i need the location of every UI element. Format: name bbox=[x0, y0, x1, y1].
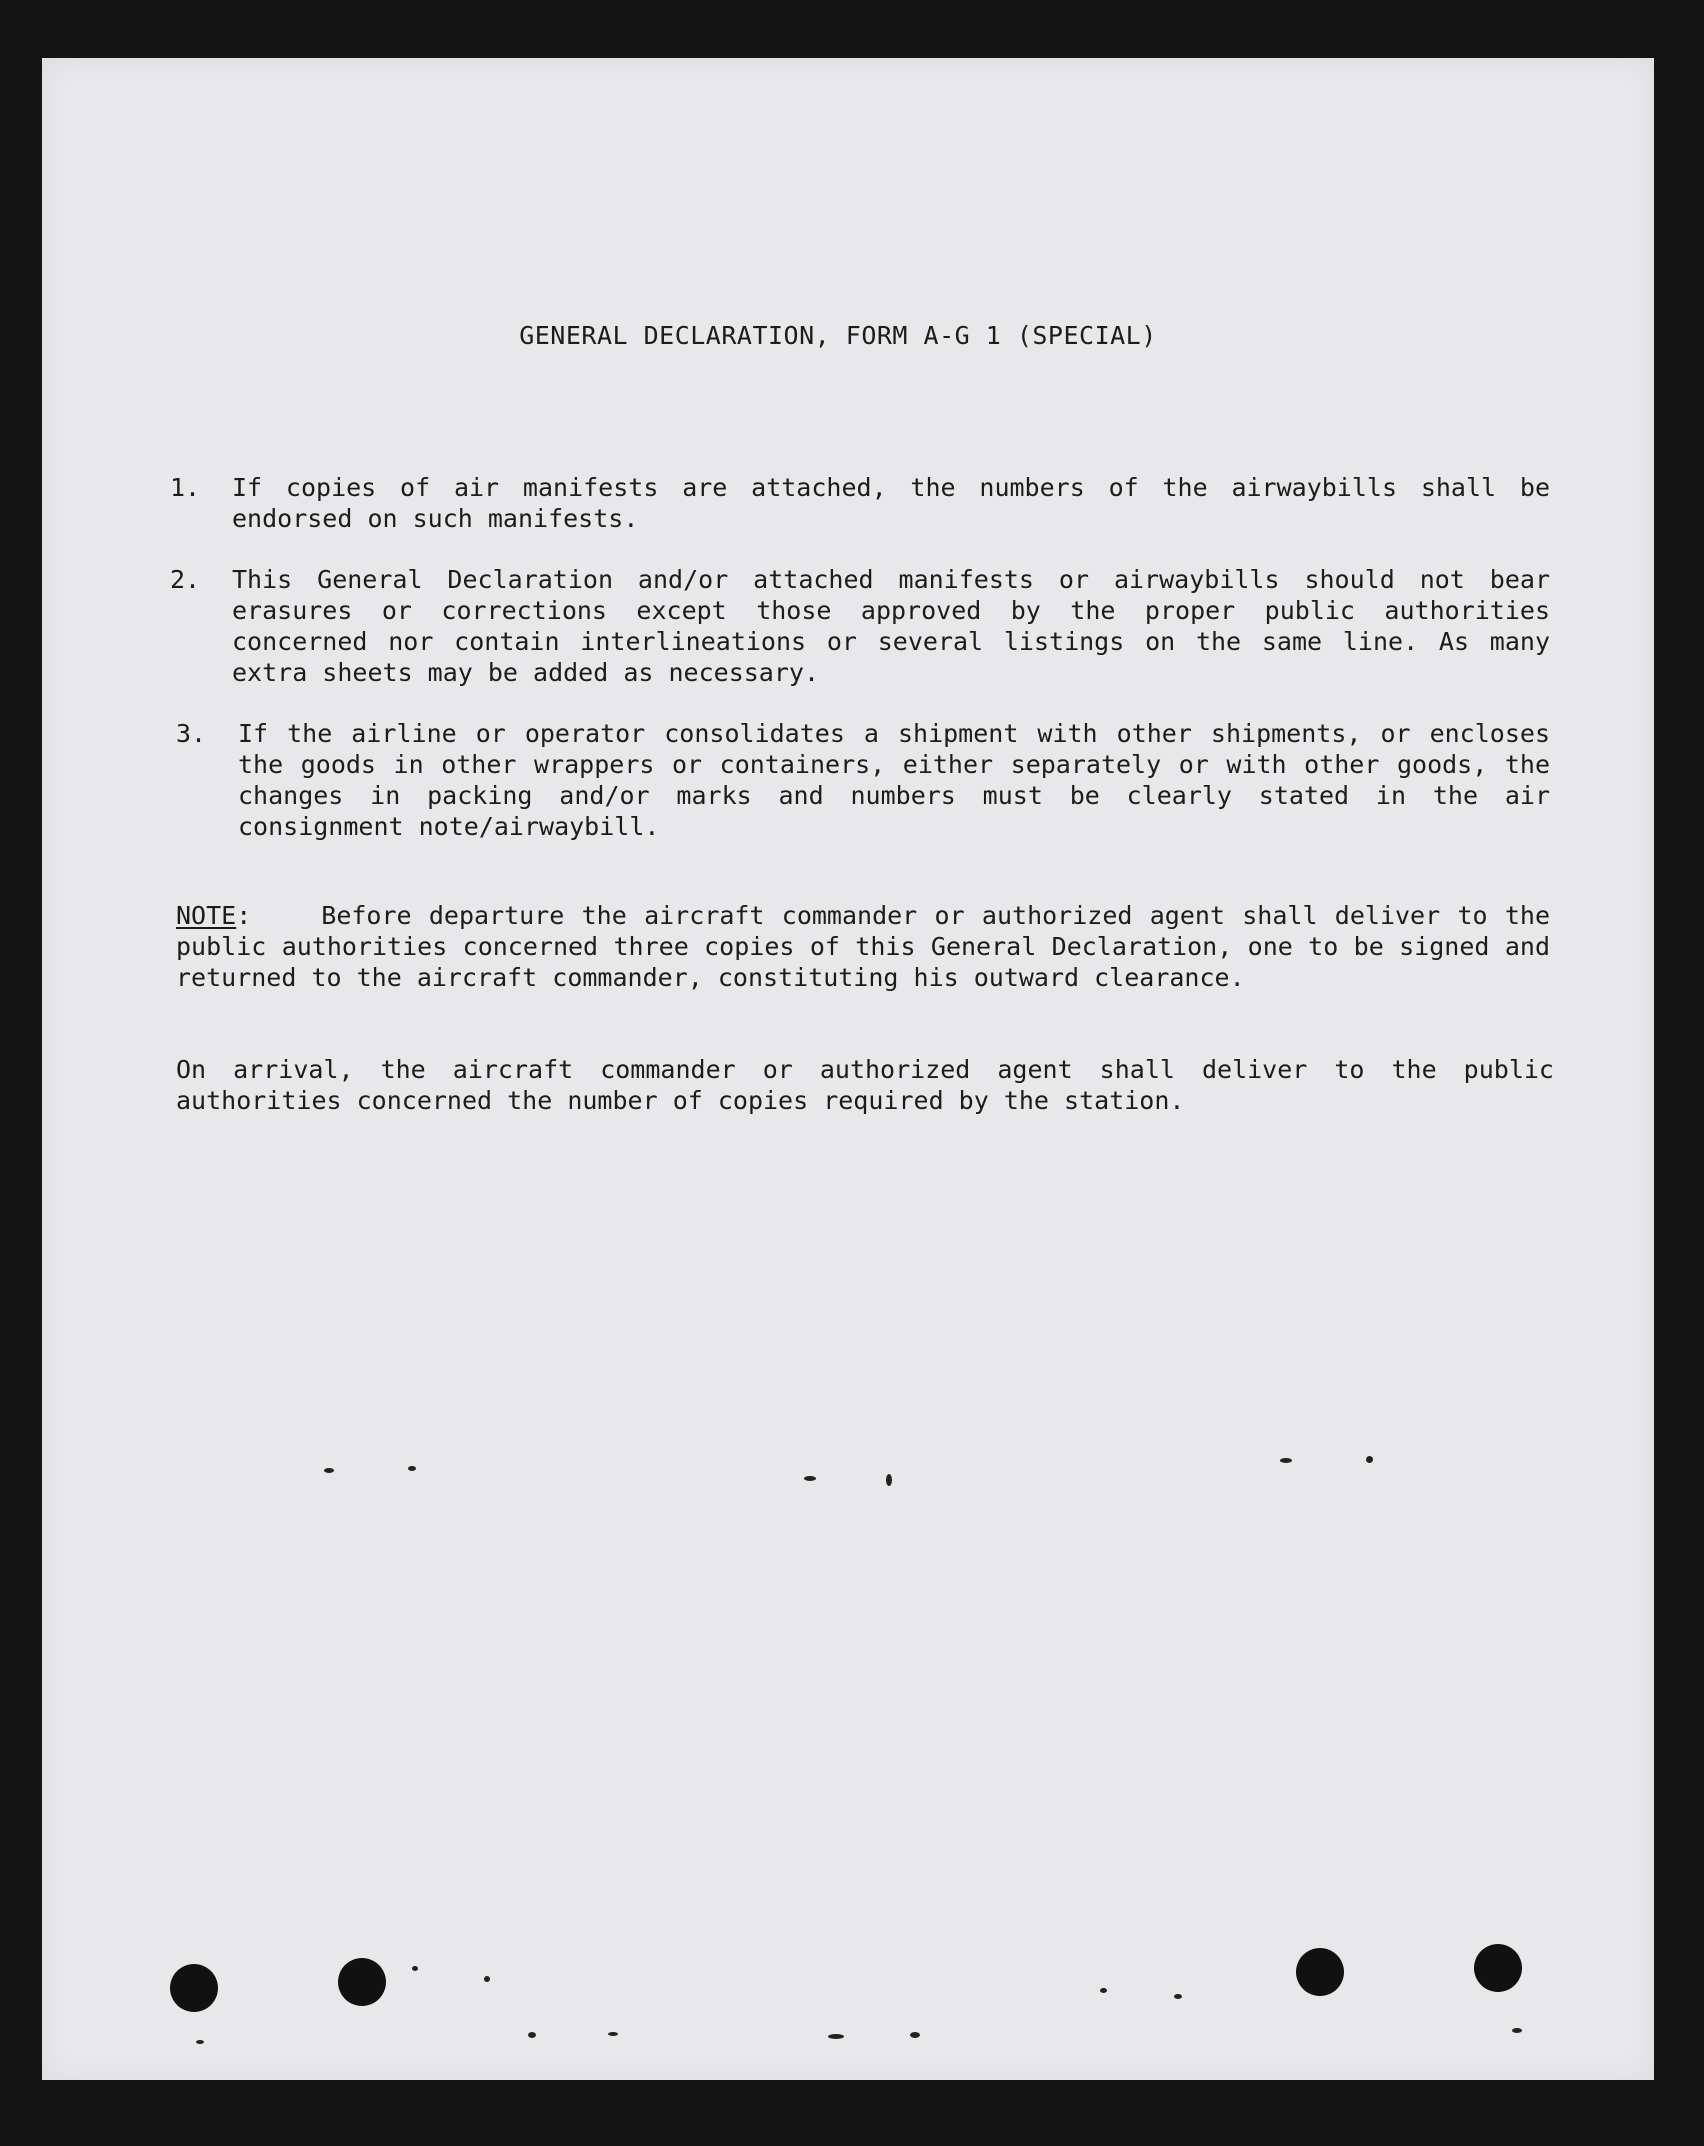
scan-speck bbox=[910, 2032, 920, 2038]
document-title: GENERAL DECLARATION, FORM A-G 1 (SPECIAL) bbox=[519, 321, 1157, 350]
note-text: Before departure the aircraft commander or authorized agent shall deliver to the public authorities concerned three copies of this General Declaration, one to be signed and returned to the aircraft commander, constituting his outward clearance. bbox=[176, 901, 1550, 992]
scan-speck bbox=[1100, 1988, 1107, 1993]
punch-hole-right-1 bbox=[1296, 1948, 1344, 1996]
scan-speck bbox=[528, 2032, 536, 2038]
scan-speck bbox=[408, 1466, 416, 1471]
document-body bbox=[42, 58, 1654, 2080]
list-item-1 bbox=[170, 472, 1550, 534]
item-number: 2. bbox=[170, 565, 201, 594]
scan-speck bbox=[1280, 1458, 1292, 1463]
scan-speck bbox=[828, 2034, 844, 2039]
item-number: 1. bbox=[170, 473, 201, 502]
arrival-paragraph: On arrival, the aircraft commander or authorized agent shall deliver to the public authorities concerned the number of copies required by the station. bbox=[176, 1055, 1554, 1115]
scan-speck bbox=[484, 1976, 490, 1982]
item-text: This General Declaration and/or attached manifests or airwaybills should not bear erasures or corrections except those approved by the proper public authorities concerned nor contain interlineations or several listings on the same line. As many extra sheets may be added as necessary. bbox=[232, 565, 1550, 687]
note-paragraph: NOTE: Before departure the aircraft commander or authorized agent shall deliver to the public authorities concerned three copies of this General Declaration, one to be signed and returned to the aircraft commander, constituting his outward clearance. bbox=[176, 901, 1550, 992]
document-page bbox=[42, 58, 1654, 2080]
punch-hole-right-2 bbox=[1474, 1944, 1522, 1992]
scan-speck bbox=[412, 1966, 418, 1971]
list-item-2 bbox=[170, 564, 1550, 688]
scan-speck bbox=[886, 1474, 892, 1486]
scan-speck bbox=[1366, 1456, 1373, 1463]
scan-speck bbox=[804, 1476, 816, 1481]
scan-speck bbox=[608, 2032, 618, 2036]
item-text: If copies of air manifests are attached, the numbers of the airwaybills shall be endorsed on such manifests. bbox=[232, 473, 1550, 533]
punch-hole-left-1 bbox=[170, 1964, 218, 2012]
punch-hole-left-2 bbox=[338, 1958, 386, 2006]
item-text: If the airline or operator consolidates a shipment with other shipments, or encloses the goods in other wrappers or containers, either separately or with other goods, the changes in packing and/or marks and numbers must be clearly stated in the air consignment note/airwaybill. bbox=[238, 719, 1550, 841]
list-item-3 bbox=[170, 718, 1550, 842]
scan-speck bbox=[324, 1468, 334, 1473]
scan-speck bbox=[1512, 2028, 1522, 2033]
scan-speck bbox=[196, 2040, 204, 2044]
note-label: NOTE bbox=[176, 901, 237, 930]
item-number: 3. bbox=[176, 719, 207, 748]
scan-speck bbox=[1174, 1994, 1182, 1999]
